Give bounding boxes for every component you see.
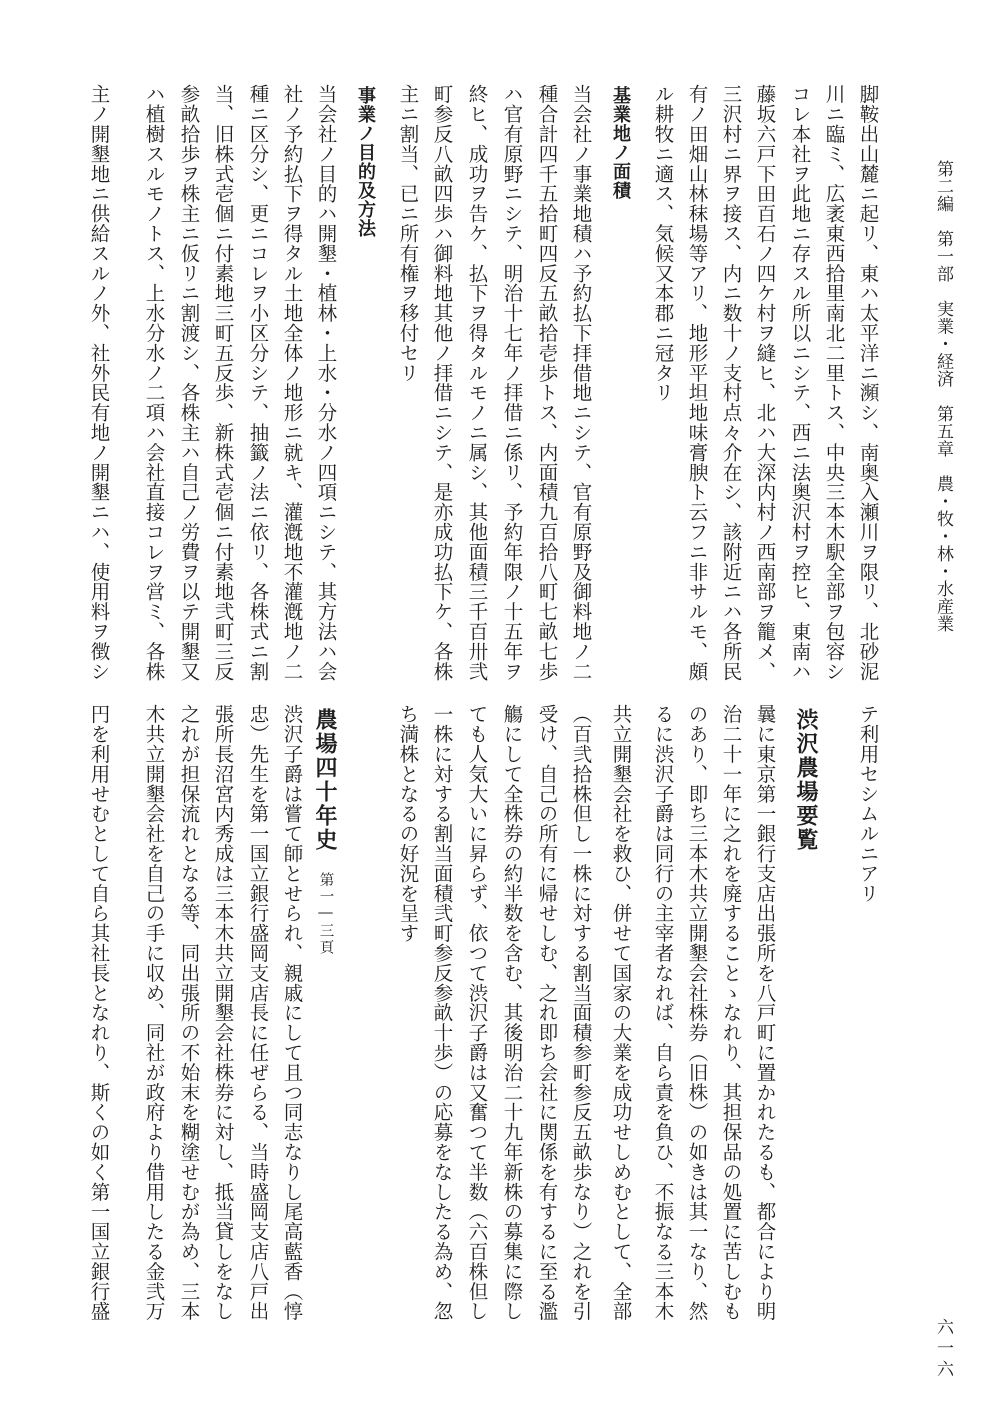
- text-line: 円を利用せむとして自ら其社長となれり、斯くの如く第一国立銀行盛: [87, 704, 111, 1321]
- running-title: 第二編 第一部 実業・経済 第五章 農・牧・林・水産業: [933, 160, 953, 633]
- text-line: 参畝拾歩ヲ株主ニ仮リニ割渡シ、各株主ハ自己ノ労費ヲ以テ開墾又: [177, 84, 201, 681]
- text-line: 渋沢子爵は嘗て師とせられ、親戚にして且つ同志なりし尾高藍香（惇: [280, 704, 304, 1321]
- text-line: 主ノ開墾地ニ供給スルノ外、社外民有地ノ開墾ニハ、使用料ヲ徴シ: [87, 84, 111, 681]
- section-title-shibusawa-farm: 渋沢農場要覧: [793, 708, 819, 852]
- text-line: 当会社ノ事業地積ハ予約払下拝借地ニシテ、官有原野及御料地ノ二: [569, 84, 593, 681]
- subheading-purpose: 事業ノ目的及方法: [355, 86, 376, 238]
- text-line: 種合計四千五拾町四反五畝拾壱歩トス、内面積九百拾八町七畝七歩: [535, 84, 559, 681]
- section-title-farm-history: 農場四十年史: [312, 708, 338, 852]
- text-line: ち満株となるの好況を呈す: [396, 704, 420, 943]
- text-line: コレ本社ヲ此地ニ存スル所以ニシテ、西ニ法奥沢村ヲ控ヒ、東南ハ: [788, 84, 812, 681]
- text-line: ハ官有原野ニシテ、明治十七年ノ拝借ニ係リ、予約年限ノ十五年ヲ: [500, 84, 524, 681]
- text-line: 有ノ田畑山林秣場等アリ、地形平坦地味膏腴ト云フニ非サルモ、頗: [685, 84, 709, 681]
- source-citation: 第一―三頁: [317, 872, 334, 956]
- text-line: ても人気大いに昇らず、依つて渋沢子爵は又奮つて半数（六百株但し: [465, 704, 489, 1321]
- text-line: 社ノ予約払下ヲ得タル土地全体ノ地形ニ就キ、灌漑地不灌漑地ノ二: [280, 84, 304, 681]
- text-line: 受け、自己の所有に帰せしむ、之れ即ち会社に関係を有するに至る濫: [535, 704, 559, 1321]
- text-line: のあり、即ち三本木共立開墾会社株券（旧株）の如きは其一なり、然: [685, 704, 709, 1321]
- subheading-land-area: 基業地ノ面積: [610, 86, 631, 200]
- text-line: 主ニ割当、已ニ所有権ヲ移付セリ: [396, 84, 420, 383]
- text-line: 治二十一年に之れを廃することゝなれり、其担保品の処置に苦しむも: [719, 704, 743, 1321]
- text-line: 一株に対する割当面積弐町参反参畝十歩）の応募をなしたる為め、忽: [430, 704, 454, 1321]
- text-line: ハ植樹スルモノトス、上水分水ノ二項ハ会社直接コレヲ営ミ、各株: [142, 84, 166, 681]
- text-line: 川ニ臨ミ、広袤東西拾里南北二里トス、中央三本木駅全部ヲ包容シ: [822, 84, 846, 681]
- text-line: 三沢村ニ界ヲ接ス、内ニ数十ノ支村点々介在シ、該附近ニハ各所民: [719, 84, 743, 681]
- text-line: 町参反八畝四歩ハ御料地其他ノ拝借ニシテ、是亦成功払下ケ、各株: [430, 84, 454, 681]
- text-line: 終ヒ、成功ヲ告ケ、払下ヲ得タルモノニ属シ、其他面積三千百卅弐: [465, 84, 489, 681]
- text-line: 之れが担保流れとなる等、同出張所の不始末を糊塗せむが為め、三本: [177, 704, 201, 1321]
- text-line: 觴にして全株券の約半数を含む、其後明治二十九年新株の募集に際し: [500, 704, 524, 1321]
- text-line: 当、旧株式壱個ニ付素地三町五反歩、新株式壱個ニ付素地弐町三反: [211, 84, 235, 681]
- page-number: 六一六: [933, 1318, 953, 1381]
- text-line: （百弐拾株但し一株に対する割当面積参町参反五畝歩なり）之れを引: [569, 704, 593, 1321]
- text-line: ル耕牧ニ適ス、気候又本郡ニ冠タリ: [651, 84, 675, 403]
- text-line: 脚鞍出山麓ニ起リ、東ハ太平洋ニ瀕シ、南奥入瀬川ヲ限リ、北砂泥: [856, 84, 880, 681]
- text-line: 木共立開墾会社を自己の手に収め、同社が政府より借用したる金弐万: [142, 704, 166, 1321]
- text-line: 共立開墾会社を救ひ、併せて国家の大業を成功せしめむとして、全部: [609, 704, 633, 1321]
- text-line: るに渋沢子爵は同行の主宰者なれば、自ら責を負ひ、不振なる三本木: [651, 704, 675, 1321]
- continuation-line: テ利用セシムルニアリ: [856, 704, 880, 903]
- text-line: 忠）先生を第一国立銀行盛岡支店長に任ぜらる、当時盛岡支店八戸出: [246, 704, 270, 1321]
- text-line: 藤坂六戸下田百石ノ四ケ村ヲ縫ヒ、北ハ大深内村ノ西南部ヲ籠メ、: [753, 84, 777, 681]
- text-line: 種ニ区分シ、更ニコレヲ小区分シテ、抽籤ノ法ニ依リ、各株式ニ割: [246, 84, 270, 681]
- text-line: 張所長沼宮内秀成は三本木共立開墾会社株券に対し、抵当貸しをなし: [211, 704, 235, 1321]
- text-line: 曩に東京第一銀行支店出張所を八戸町に置かれたるも、都合により明: [753, 704, 777, 1321]
- text-line: 当会社ノ目的ハ開墾・植林・上水・分水ノ四項ニシテ、其方法ハ会: [314, 84, 338, 681]
